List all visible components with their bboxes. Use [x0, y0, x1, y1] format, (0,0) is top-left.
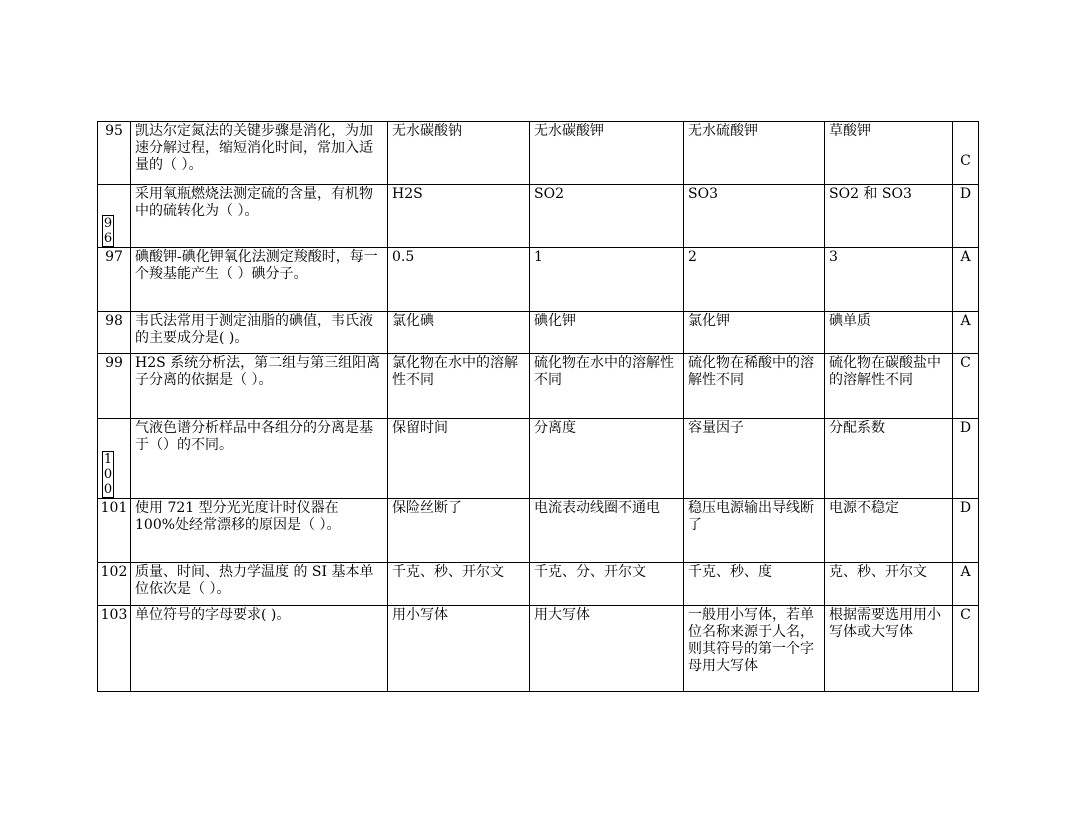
option-d: 电源不稳定	[825, 499, 953, 563]
question-text: 采用氧瓶燃烧法测定硫的含量，有机物中的硫转化为（ ）。	[131, 185, 388, 248]
option-d: 草酸钾	[825, 122, 953, 185]
question-number: 96	[103, 216, 113, 246]
question-number: 101	[98, 499, 131, 563]
option-c: 氯化钾	[684, 312, 825, 354]
option-c: SO3	[684, 185, 825, 248]
question-text: 碘酸钾-碘化钾氧化法测定羧酸时，每一个羧基能产生（ ）碘分子。	[131, 248, 388, 312]
question-text: 韦氏法常用于测定油脂的碘值，韦氏液的主要成分是( )。	[131, 312, 388, 354]
question-text: 质量、时间、热力学温度 的 SI 基本单位依次是（ ）。	[131, 563, 388, 606]
option-a: 用小写体	[388, 606, 530, 692]
answer: C	[953, 354, 979, 419]
table-row	[98, 312, 979, 354]
question-number: 102	[98, 563, 131, 606]
option-b: 碘化钾	[530, 312, 684, 354]
option-d: 3	[825, 248, 953, 312]
answer: D	[953, 419, 979, 499]
table-row	[98, 122, 979, 185]
table-row	[98, 499, 979, 563]
answer: C	[953, 122, 979, 185]
option-c: 容量因子	[684, 419, 825, 499]
answer: A	[953, 563, 979, 606]
option-a: H2S	[388, 185, 530, 248]
option-c: 2	[684, 248, 825, 312]
option-b: SO2	[530, 185, 684, 248]
table-row	[98, 563, 979, 606]
option-b: 硫化物在水中的溶解性不同	[530, 354, 684, 419]
option-d: 分配系数	[825, 419, 953, 499]
option-b: 电流表动线圈不通电	[530, 499, 684, 563]
option-a: 保留时间	[388, 419, 530, 499]
option-a: 千克、秒、开尔文	[388, 563, 530, 606]
answer: A	[953, 312, 979, 354]
question-table	[97, 121, 979, 692]
option-b: 1	[530, 248, 684, 312]
option-d: 根据需要选用用小写体或大写体	[825, 606, 953, 692]
table-row	[98, 185, 979, 248]
option-c: 无水硫酸钾	[684, 122, 825, 185]
option-a: 氯化碘	[388, 312, 530, 354]
question-text: 单位符号的字母要求( )。	[131, 606, 388, 692]
option-c: 稳压电源输出导线断了	[684, 499, 825, 563]
option-d: 硫化物在碳酸盐中的溶解性不同	[825, 354, 953, 419]
question-number-cell	[98, 419, 131, 499]
table-row	[98, 606, 979, 692]
option-b: 千克、分、开尔文	[530, 563, 684, 606]
table-row	[98, 354, 979, 419]
option-a: 保险丝断了	[388, 499, 530, 563]
table-row	[98, 419, 979, 499]
answer: A	[953, 248, 979, 312]
answer: D	[953, 185, 979, 248]
question-text: 气液色谱分析样品中各组分的分离是基于（）的不同。	[131, 419, 388, 499]
option-b: 无水碳酸钾	[530, 122, 684, 185]
question-number: 103	[98, 606, 131, 692]
question-text: H2S 系统分析法，第二组与第三组阳离子分离的依据是（ ）。	[131, 354, 388, 419]
question-number-cell	[98, 185, 131, 248]
question-number: 98	[98, 312, 131, 354]
option-c: 硫化物在稀酸中的溶解性不同	[684, 354, 825, 419]
answer: C	[953, 606, 979, 692]
option-d: 碘单质	[825, 312, 953, 354]
option-a: 氯化物在水中的溶解性不同	[388, 354, 530, 419]
table-row	[98, 248, 979, 312]
option-c: 一般用小写体，若单位名称来源于人名，则其符号的第一个字母用大写体	[684, 606, 825, 692]
question-text: 使用 721 型分光光度计时仪器在 100%处经常漂移的原因是（ ）。	[131, 499, 388, 563]
option-c: 千克、秒、度	[684, 563, 825, 606]
question-number: 97	[98, 248, 131, 312]
option-d: 克、秒、开尔文	[825, 563, 953, 606]
option-a: 0.5	[388, 248, 530, 312]
option-d: SO2 和 SO3	[825, 185, 953, 248]
option-b: 用大写体	[530, 606, 684, 692]
answer: D	[953, 499, 979, 563]
option-a: 无水碳酸钠	[388, 122, 530, 185]
question-number: 99	[98, 354, 131, 419]
question-number: 95	[98, 122, 131, 185]
question-text: 凯达尔定氮法的关键步骤是消化，为加速分解过程，缩短消化时间，常加入适量的（ ）。	[131, 122, 388, 185]
option-b: 分离度	[530, 419, 684, 499]
question-number: 100	[103, 452, 113, 497]
